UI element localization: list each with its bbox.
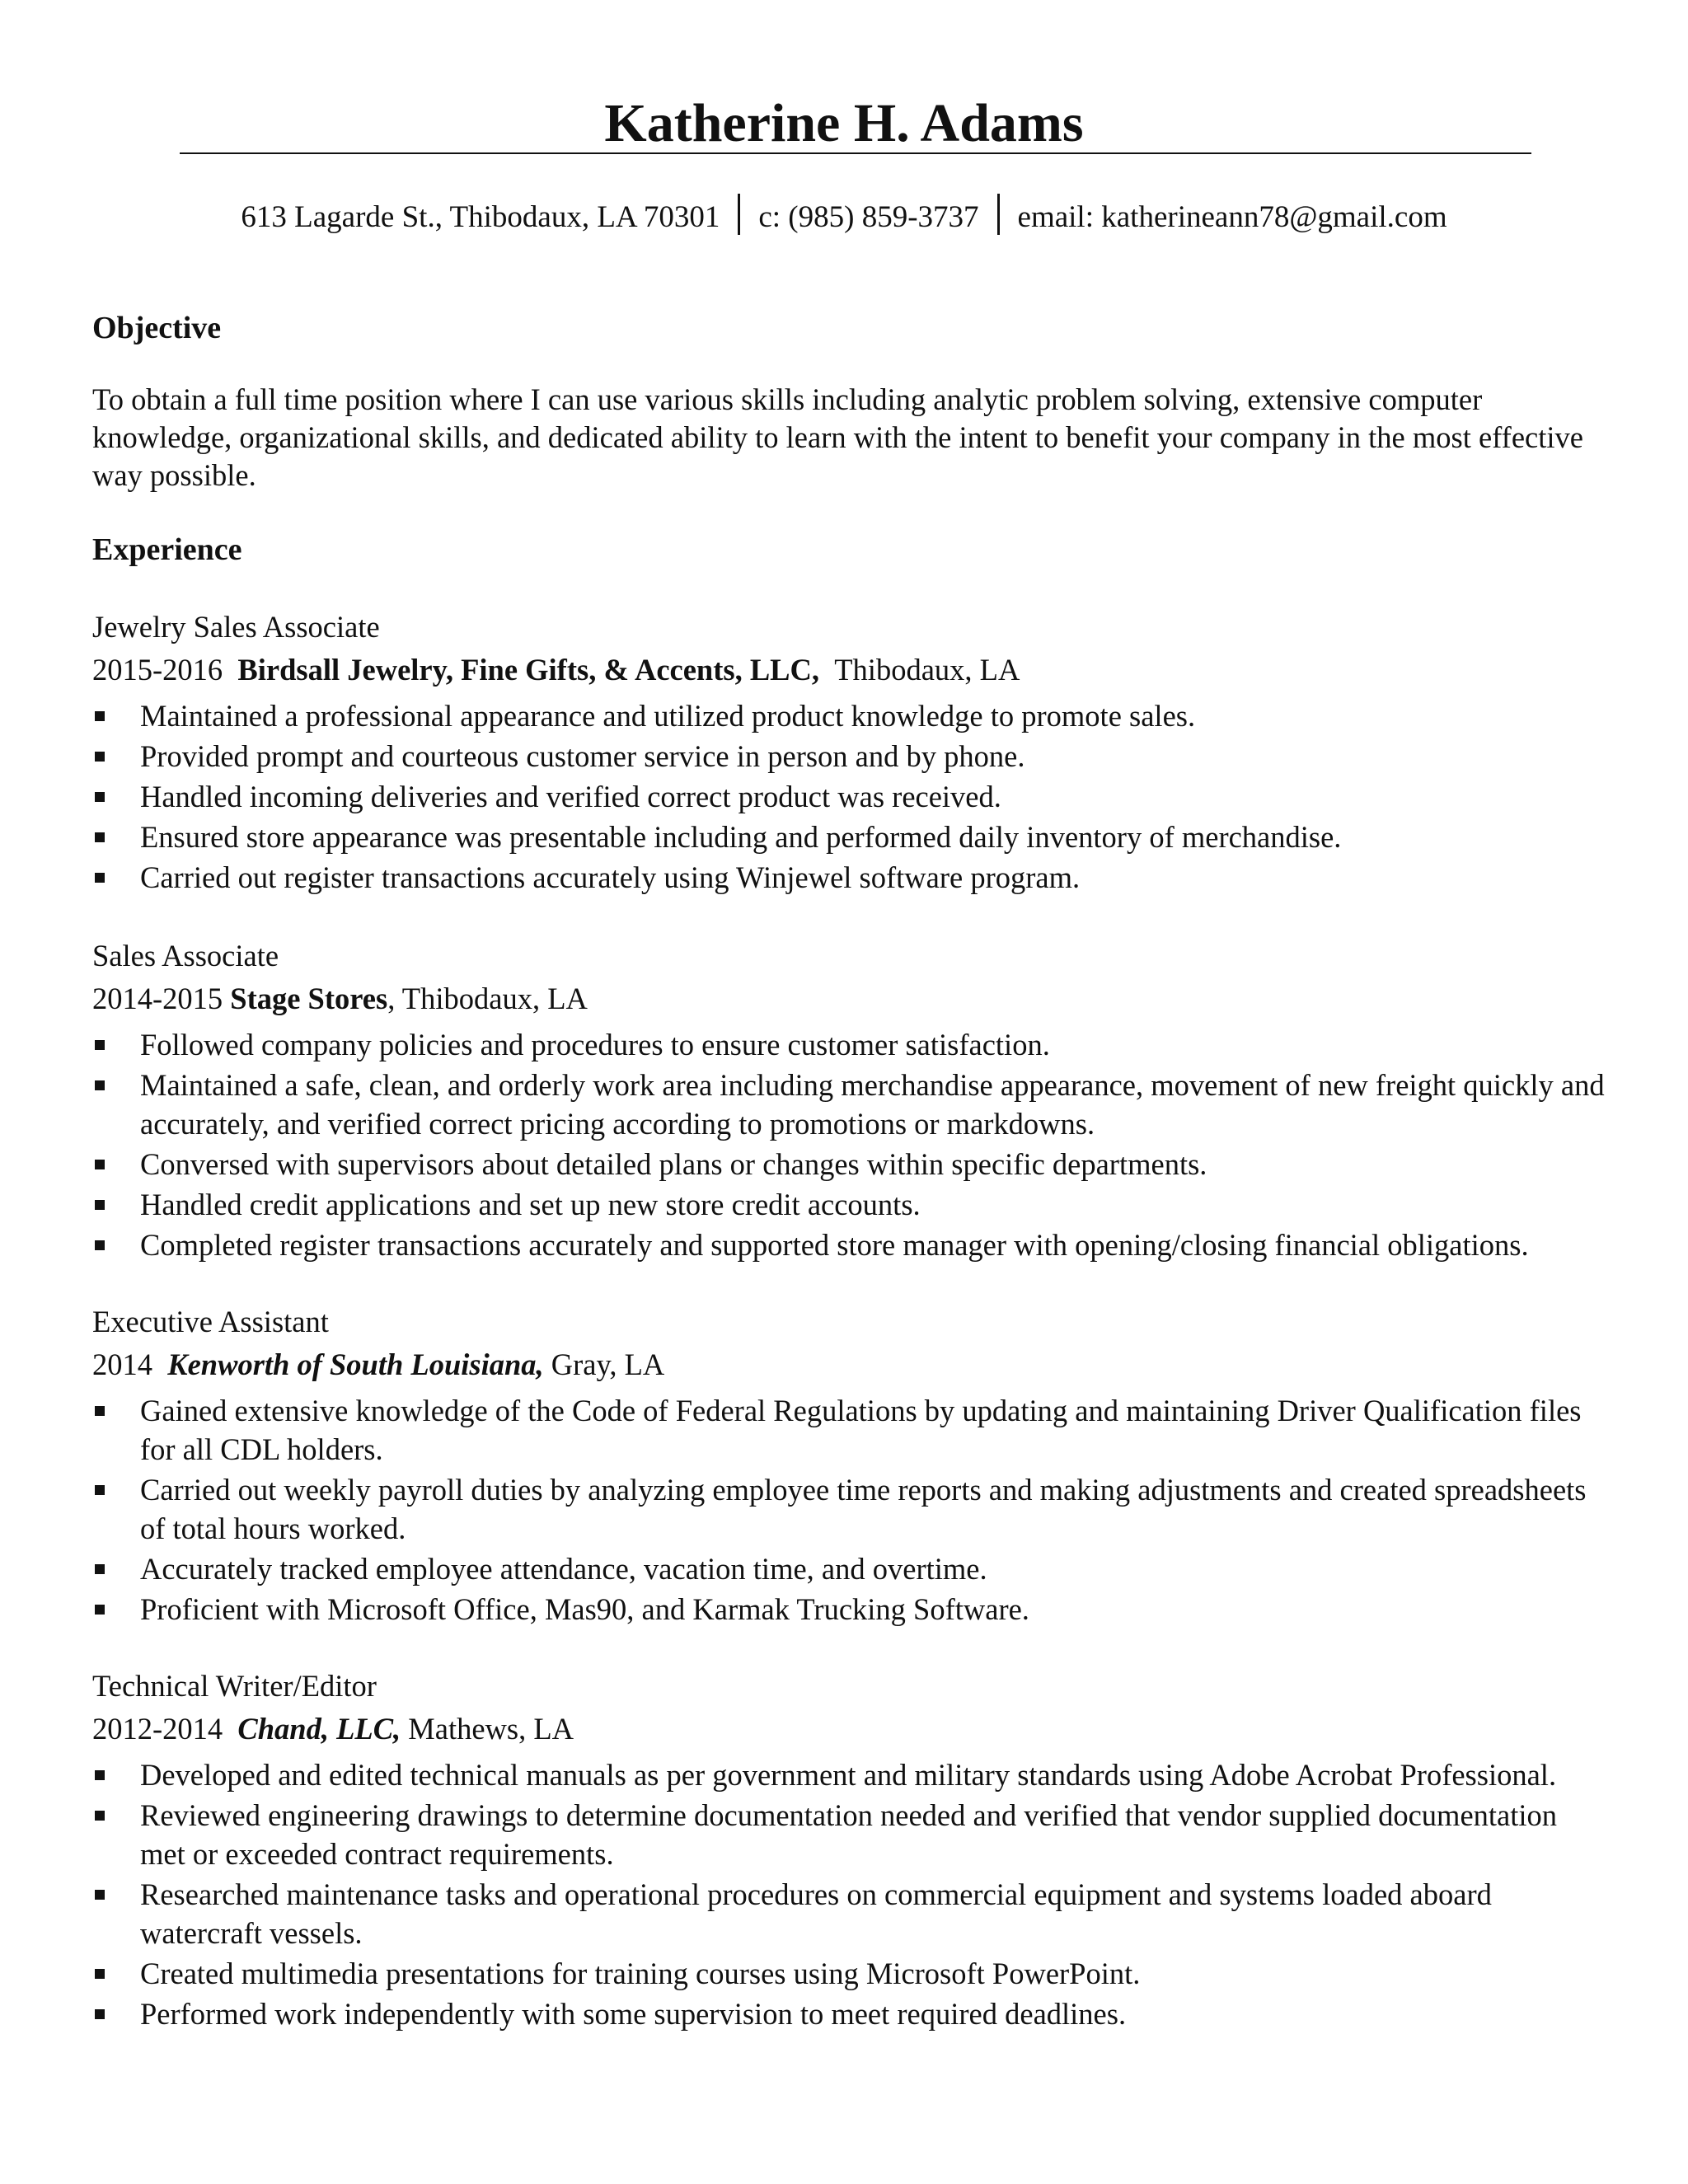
bullet-square-icon <box>95 792 105 802</box>
bullet-text: Handled credit applications and set up new store credit accounts. <box>140 1188 921 1221</box>
list-item <box>92 858 1606 897</box>
objective-text: To obtain a full time position where I can use various skills including analytic problem solving, extensive computer knowledge, organizational skills, and dedicated ability to learn with the intent to benefit your company in the most effective way possible. <box>92 382 1583 492</box>
list-item <box>92 1226 1606 1264</box>
job-line <box>92 1343 1606 1386</box>
bullet-square-icon <box>95 2009 105 2019</box>
bullet-text: Carried out register transactions accurately using Winjewel software program. <box>140 860 1081 894</box>
bullet-text: Researched maintenance tasks and operational procedures on commercial equipment and systems loaded aboard watercraft vessels. <box>140 1877 1492 1950</box>
list-item <box>92 737 1606 776</box>
bullet-square-icon <box>95 1811 105 1821</box>
bullet-square-icon <box>95 1485 105 1495</box>
bullet-square-icon <box>95 832 105 842</box>
bullet-text: Proficient with Microsoft Office, Mas90, and Karmak Trucking Software. <box>140 1592 1029 1626</box>
company-name: Chand, LLC, <box>237 1712 401 1746</box>
job-title: Jewelry Sales Associate <box>92 610 380 644</box>
contact-separator <box>738 194 740 235</box>
company-name: Kenworth of South Louisiana, <box>167 1347 544 1381</box>
bullet-text: Carried out weekly payroll duties by analyzing employee time reports and making adjustments and created spreadsheets of total hours worked. <box>140 1473 1587 1545</box>
job-entry <box>92 1665 1606 2035</box>
address: 613 Lagarde St., Thibodaux, LA 70301 <box>241 200 720 234</box>
bullet-text: Completed register transactions accurately and supported store manager with opening/closing financial obligations. <box>140 1228 1529 1262</box>
job-bullets <box>92 1391 1606 1629</box>
job-title: Executive Assistant <box>92 1305 329 1338</box>
bullet-text: Developed and edited technical manuals as per government and military standards using Adobe Acrobat Professional. <box>140 1758 1557 1792</box>
bullet-square-icon <box>95 1040 105 1050</box>
bullet-square-icon <box>95 873 105 883</box>
list-item <box>92 777 1606 816</box>
bullet-text: Maintained a professional appearance and utilized product knowledge to promote sales. <box>140 699 1196 733</box>
bullet-text: Followed company policies and procedures to ensure customer satisfaction. <box>140 1028 1050 1062</box>
bullet-text: Gained extensive knowledge of the Code of Federal Regulations by updating and maintaining Driver Qualification files for all CDL holders. <box>140 1394 1582 1466</box>
list-item <box>92 1755 1606 1794</box>
candidate-name: Katherine H. Adams <box>604 93 1084 153</box>
job-line <box>92 1708 1606 1750</box>
job-line <box>92 649 1606 691</box>
job-dates: 2014 <box>92 1347 152 1381</box>
job-location: Gray, LA <box>551 1347 665 1381</box>
job-entry <box>92 935 1606 1266</box>
list-item <box>92 818 1606 856</box>
phone: c: (985) 859-3737 <box>758 200 979 234</box>
objective-heading: Objective <box>92 311 222 345</box>
job-dates: 2014-2015 <box>92 982 223 1015</box>
job-title: Sales Associate <box>92 939 279 972</box>
bullet-square-icon <box>95 1770 105 1780</box>
company-name: Stage Stores <box>230 982 388 1015</box>
bullet-text: Created multimedia presentations for training courses using Microsoft PowerPoint. <box>140 1957 1141 1990</box>
bullet-square-icon <box>95 1080 105 1090</box>
bullet-square-icon <box>95 752 105 762</box>
contact-line <box>0 194 1688 241</box>
list-item <box>92 1470 1606 1548</box>
job-dates: 2015-2016 <box>92 653 223 687</box>
bullet-square-icon <box>95 1160 105 1169</box>
bullet-square-icon <box>95 1200 105 1210</box>
bullet-square-icon <box>95 1564 105 1574</box>
bullet-square-icon <box>95 1890 105 1900</box>
bullet-text: Handled incoming deliveries and verified correct product was received. <box>140 780 1001 813</box>
job-line <box>92 977 1606 1020</box>
list-item <box>92 696 1606 735</box>
list-item <box>92 1994 1606 2033</box>
header-divider <box>180 152 1531 154</box>
bullet-text: Reviewed engineering drawings to determine documentation needed and verified that vendor supplied documentation met or exceeded contract requirements. <box>140 1798 1558 1871</box>
bullet-text: Conversed with supervisors about detailed plans or changes within specific departments. <box>140 1147 1207 1181</box>
bullet-text: Maintained a safe, clean, and orderly work area including merchandise appearance, movement of new freight quickly and accurately, and verified correct pricing according to promotions or markdowns. <box>140 1068 1605 1141</box>
contact-separator <box>997 194 1000 235</box>
bullet-square-icon <box>95 711 105 721</box>
list-item <box>92 1145 1606 1183</box>
bullet-text: Ensured store appearance was presentable including and performed daily inventory of merchandise. <box>140 820 1342 854</box>
bullet-text: Provided prompt and courteous customer service in person and by phone. <box>140 739 1025 773</box>
job-entry <box>92 606 1606 898</box>
list-item <box>92 1549 1606 1588</box>
job-dates: 2012-2014 <box>92 1712 223 1746</box>
list-item <box>92 1875 1606 1952</box>
job-bullets <box>92 696 1606 897</box>
job-bullets <box>92 1755 1606 2033</box>
job-location: , Thibodaux, LA <box>387 982 588 1015</box>
bullet-square-icon <box>95 1240 105 1250</box>
list-item <box>92 1796 1606 1873</box>
bullet-square-icon <box>95 1969 105 1979</box>
company-name: Birdsall Jewelry, Fine Gifts, & Accents, LLC, <box>237 653 820 687</box>
list-item <box>92 1066 1606 1143</box>
email: email: katherineann78@gmail.com <box>1017 200 1447 234</box>
job-title: Technical Writer/Editor <box>92 1669 377 1703</box>
bullet-text: Accurately tracked employee attendance, vacation time, and overtime. <box>140 1552 987 1586</box>
job-location: Thibodaux, LA <box>834 653 1020 687</box>
job-entry <box>92 1301 1606 1630</box>
job-bullets <box>92 1025 1606 1264</box>
bullet-text: Performed work independently with some supervision to meet required deadlines. <box>140 1997 1127 2031</box>
list-item <box>92 1185 1606 1224</box>
list-item <box>92 1391 1606 1469</box>
experience-heading: Experience <box>92 532 242 567</box>
list-item <box>92 1025 1606 1064</box>
bullet-square-icon <box>95 1406 105 1416</box>
job-location: Mathews, LA <box>408 1712 574 1746</box>
bullet-square-icon <box>95 1605 105 1615</box>
list-item <box>92 1590 1606 1629</box>
list-item <box>92 1954 1606 1993</box>
